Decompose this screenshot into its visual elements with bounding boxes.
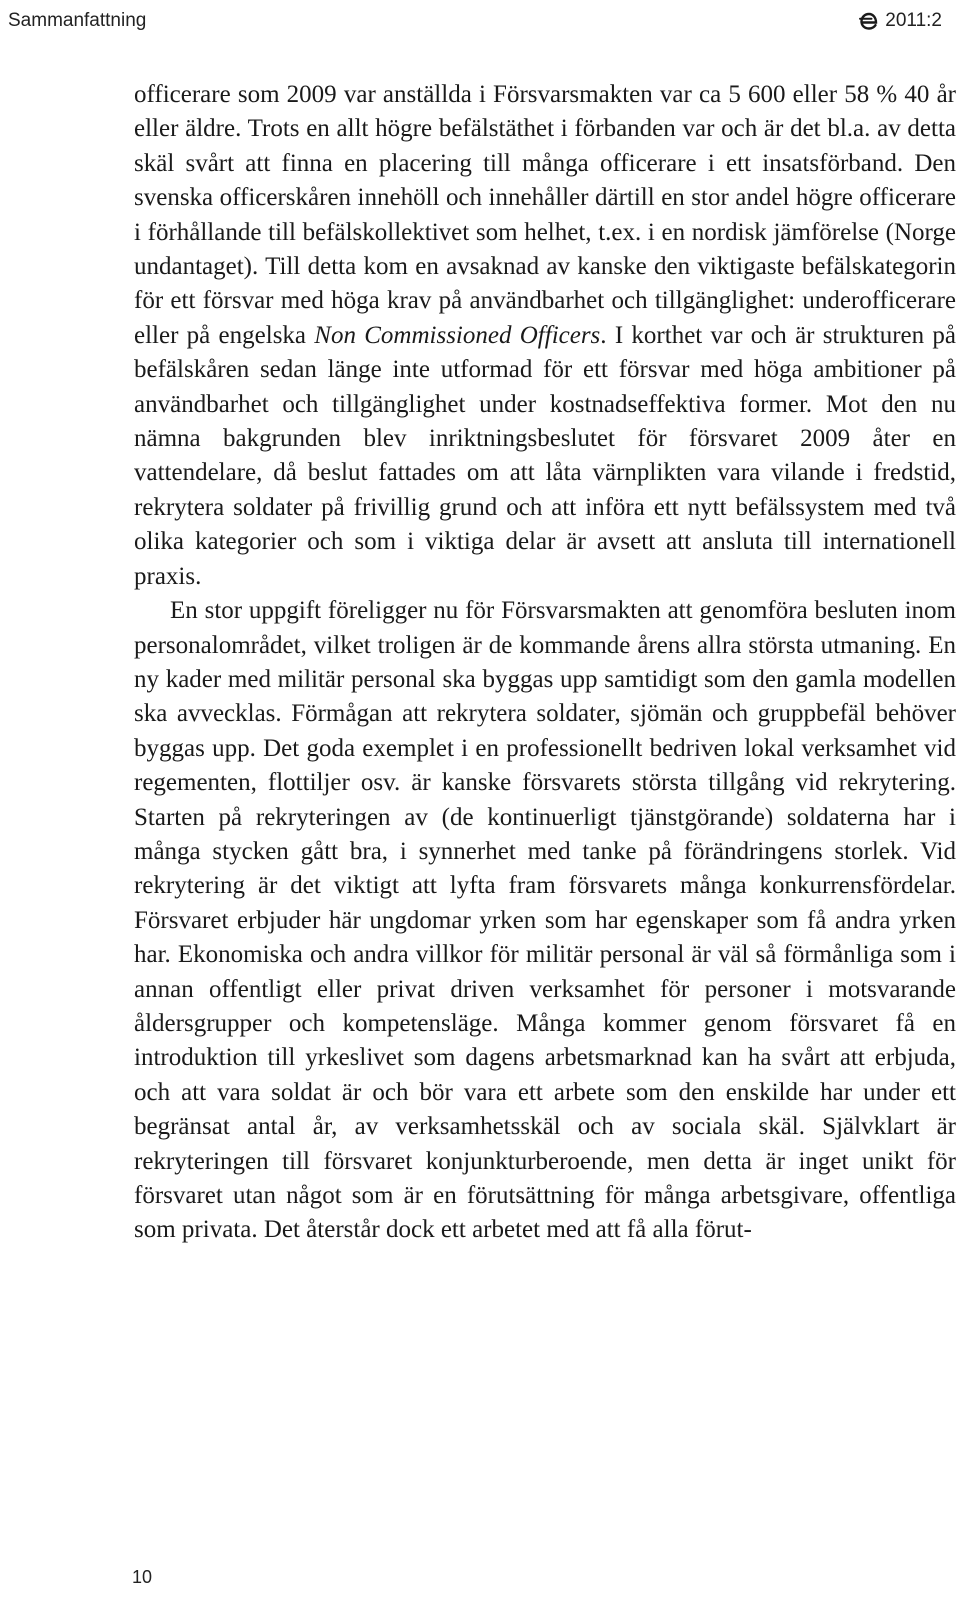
- paragraph-2: En stor uppgift föreligger nu för Försvarsmakten att genomföra besluten inom personalområdet, vilket troligen är de kommande årens allra största utmaning. En ny kader med militär personal ska byggas upp samtidigt som den gamla modellen ska avvecklas. Förmågan att rekrytera soldater, sjömän och gruppbefäl behöver byggas upp. Det goda exemplet i en professionellt bedriven lokal verksamhet vid regementen, flottiljer osv. är kanske försvarets största tillgång vid rekrytering. Starten på rekryteringen av (de kontinuerligt tjänstgörande) soldaterna har i många stycken gått bra, i synnerhet med tanke på förändringens storlek. Vid rekrytering är det viktigt att lyfta fram försvarets många konkurrensfördelar. Försvaret erbjuder här ungdomar yrken som har egenskaper som få andra yrken har. Ekonomiska och andra villkor för militär personal är väl så förmånliga som i annan offentligt eller privat driven verksamhet för personer i motsvarande åldersgrupper och kompetensläge. Många kommer genom försvaret få en introduktion till yrkeslivet som dagens arbetsmarknad kan ha svårt att erbjuda, och att vara soldat är och bör vara ett arbete som den enskilde har under ett begränsat antal år, av verksamhetsskäl och av sociala skäl. Självklart är rekryteringen till försvaret konjunkturberoende, men detta är inget unikt för försvaret utan något som är en förutsättning för många arbetsgivare, offentliga som privata. Det återstår dock ett arbetet med att få alla förut-: [134, 597, 956, 1244]
- riksrevisionen-e-mark-icon: [859, 11, 879, 31]
- section-title: Sammanfattning: [8, 10, 147, 31]
- page-number: 10: [132, 1567, 153, 1587]
- running-header: [8, 8, 942, 34]
- paragraph-1-text-b: . I korthet var och är strukturen på befälskåren sedan länge inte utformad för ett försvar med höga ambitioner på användbarhet och tillgänglighet under kostnadseffektiva former. Mot den nu nämna bakgrunden blev inriktningsbeslutet för försvaret 2009 åter en vattendelare, då beslut fattades om att låta värnplikten vara vilande i fredstid, rekrytera soldater på frivillig grund och att införa ett nytt befälssystem med två olika kategorier och som i viktiga delar är avsett att ansluta till internationell praxis.: [134, 321, 957, 590]
- report-identifier: [859, 10, 942, 32]
- paragraph-continuation: [134, 78, 956, 594]
- paragraph-1-text-a: officerare som 2009 var anställda i Försvarsmakten var ca 5 600 eller 58 % 40 år eller äldre. Trots en allt högre befälstäthet i förbanden var och är det bl.a. av detta skäl svårt att finna en placering till många officerare i ett insatsförband. Den svenska officerskåren innehöll och innehåller därtill en stor andel högre officerare i förhållande till befälskollektivet som helhet, t.ex. i en nordisk jämförelse (Norge undantaget). Till detta kom en avsaknad av kanske den viktigaste befälskategorin för ett försvar med höga krav på användbarhet och tillgänglighet: underofficerare eller på engelska: [134, 81, 956, 349]
- paragraph-1-italic-term: Non Commissioned Officers: [314, 321, 601, 349]
- body-text: [134, 78, 956, 1248]
- report-number: 2011:2: [885, 10, 942, 31]
